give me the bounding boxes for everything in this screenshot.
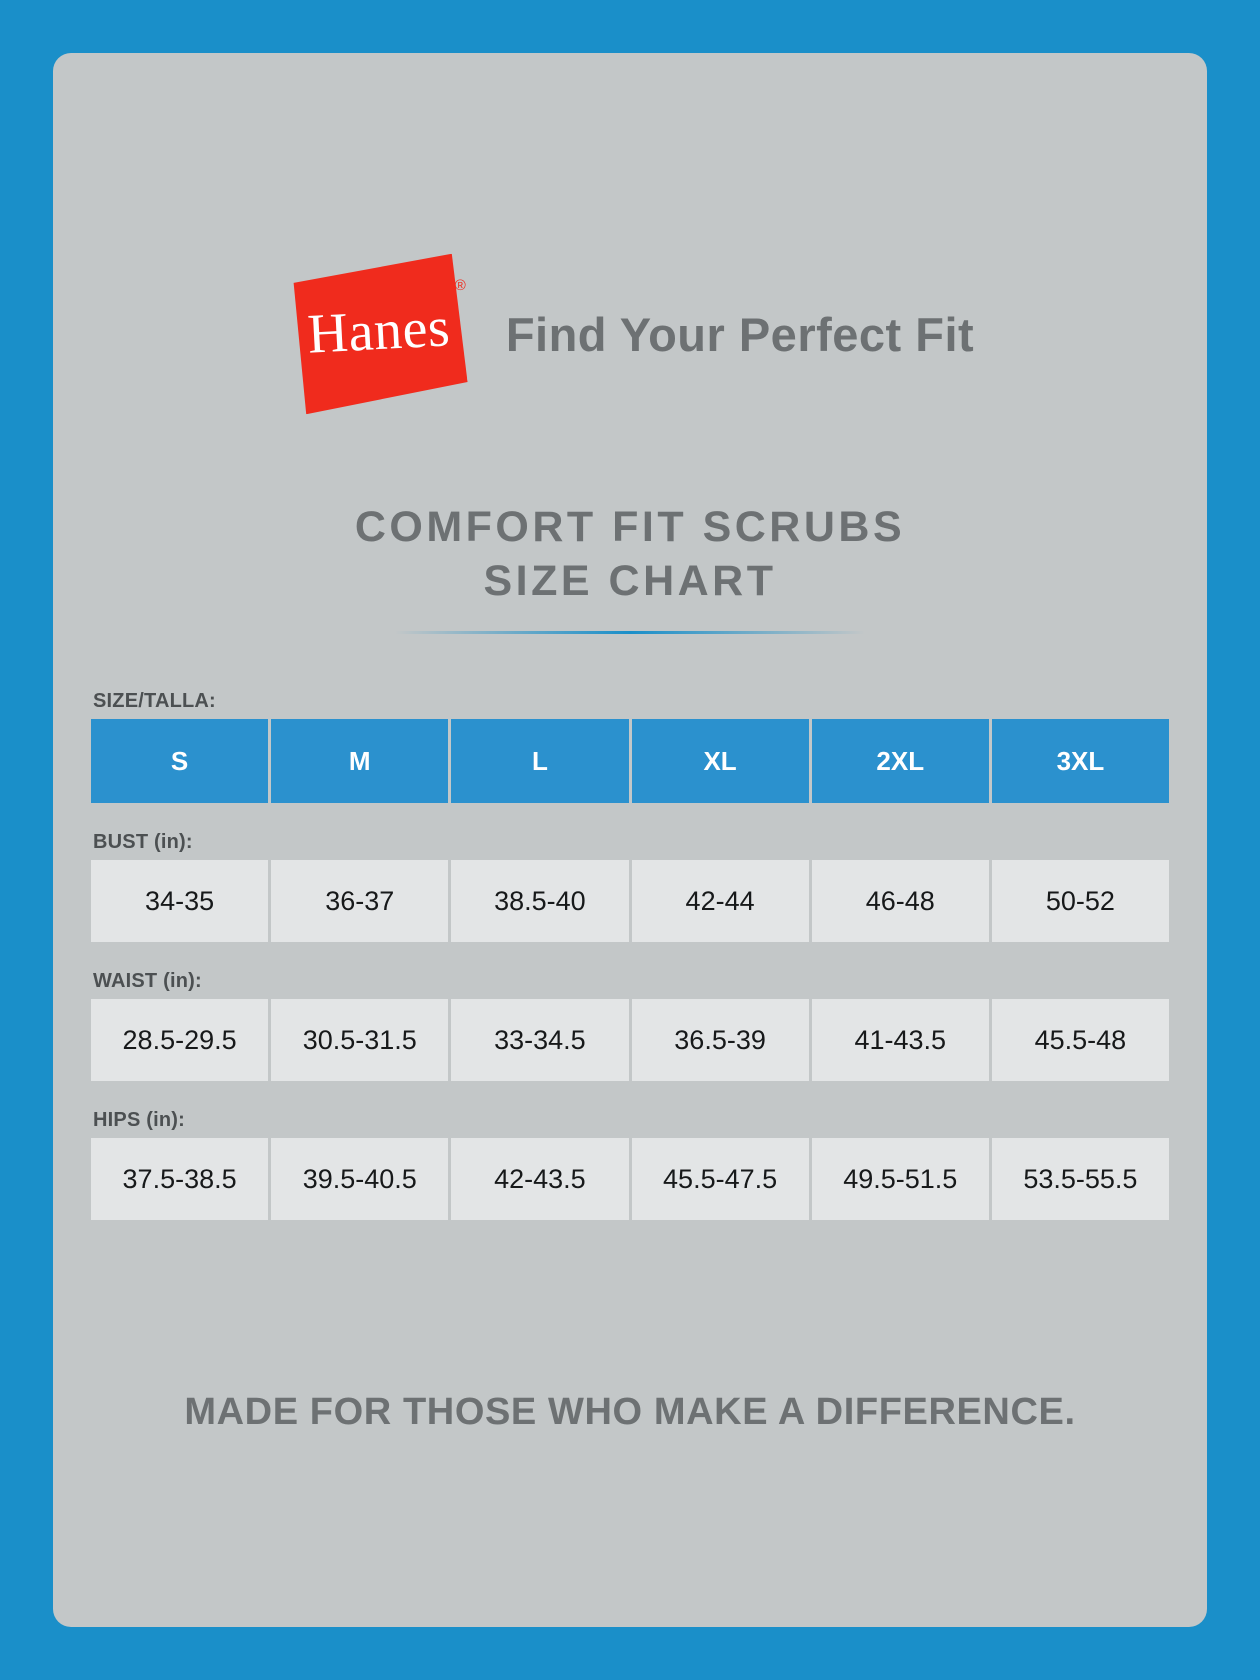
table-cell: 42-44 (632, 860, 809, 942)
table-row-bust (91, 860, 1169, 942)
table-row-size (91, 719, 1169, 803)
table-cell: XL (632, 719, 809, 803)
table-cell: 45.5-47.5 (632, 1138, 809, 1220)
row-label-size: SIZE/TALLA: (93, 690, 216, 712)
page-title-line2: SIZE CHART (483, 556, 777, 605)
row-label-hips: HIPS (in): (93, 1109, 185, 1131)
table-cell: 38.5-40 (451, 860, 628, 942)
table-cell: 49.5-51.5 (812, 1138, 989, 1220)
table-cell: L (451, 719, 628, 803)
logo-wordmark: Hanes (305, 296, 452, 366)
table-cell: 33-34.5 (451, 999, 628, 1081)
table-cell: 50-52 (992, 860, 1169, 942)
registered-trademark-icon: ® (454, 277, 466, 294)
table-cell: M (271, 719, 448, 803)
table-cell: 42-43.5 (451, 1138, 628, 1220)
table-row-hips (91, 1138, 1169, 1220)
size-chart-table (91, 690, 1169, 1248)
row-label-waist: WAIST (in): (93, 970, 202, 992)
table-cell: 37.5-38.5 (91, 1138, 268, 1220)
table-cell: 2XL (812, 719, 989, 803)
table-cell: 36-37 (271, 860, 448, 942)
table-cell: 3XL (992, 719, 1169, 803)
page-title (53, 501, 1207, 609)
brand-header (53, 249, 1207, 419)
title-divider (395, 631, 865, 634)
table-cell: S (91, 719, 268, 803)
size-chart-card (53, 53, 1207, 1627)
table-cell: 39.5-40.5 (271, 1138, 448, 1220)
table-cell: 34-35 (91, 860, 268, 942)
table-cell: 45.5-48 (992, 999, 1169, 1081)
page-title-line1: COMFORT FIT SCRUBS (354, 503, 906, 551)
table-cell: 30.5-31.5 (271, 999, 448, 1081)
table-row-waist (91, 999, 1169, 1081)
brand-tagline: Find Your Perfect Fit (505, 307, 975, 361)
hanes-logo (286, 249, 472, 419)
table-cell: 41-43.5 (812, 999, 989, 1081)
row-label-bust: BUST (in): (93, 831, 193, 853)
table-cell: 53.5-55.5 (992, 1138, 1169, 1220)
table-cell: 28.5-29.5 (91, 999, 268, 1081)
table-cell: 36.5-39 (632, 999, 809, 1081)
footer-slogan: MADE FOR THOSE WHO MAKE A DIFFERENCE. (184, 1391, 1076, 1433)
table-cell: 46-48 (812, 860, 989, 942)
